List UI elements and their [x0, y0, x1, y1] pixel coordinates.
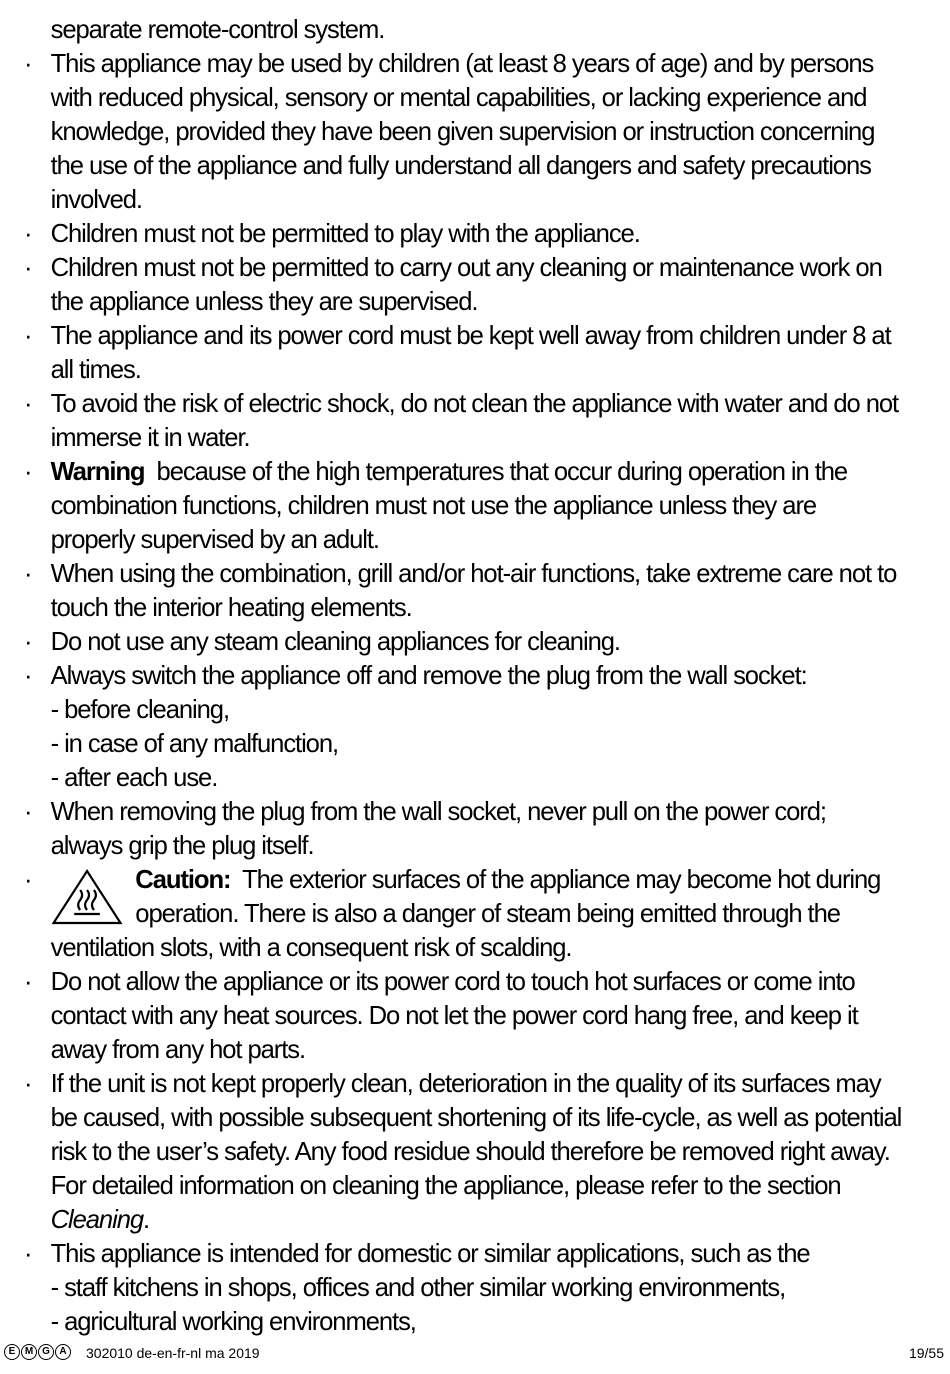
warning-line: properly supervised by an adult.	[50, 524, 379, 554]
bullet-dot: ·	[24, 1238, 32, 1268]
cleaning-line: If the unit is not kept properly clean, deterioration in the quality of its surfaces may	[50, 1068, 881, 1098]
domestic-item	[24, 1236, 928, 1338]
item-text: contact with any heat sources. Do not let the power cord hang free, and keep it	[50, 1000, 858, 1030]
logo-letter: E	[4, 1344, 20, 1360]
cleaning-item	[24, 1066, 928, 1236]
bullet-dot: ·	[24, 388, 32, 418]
caution-text: The exterior surfaces of the appliance may become hot during	[230, 864, 881, 894]
item-text: knowledge, provided they have been given supervision or instruction concerning	[50, 116, 875, 146]
bullet-dot: ·	[24, 456, 32, 486]
caution-line: operation. There is also a danger of steam being emitted through the	[135, 898, 840, 928]
cleaning-line: For detailed information on cleaning the appliance, please refer to the section	[50, 1170, 841, 1200]
item-text: with reduced physical, sensory or mental capabilities, or lacking experience and	[50, 82, 867, 112]
caution-line: ventilation slots, with a consequent risk of scalding.	[50, 932, 572, 962]
bullet-dot: ·	[24, 48, 32, 78]
page-number: 19/55	[908, 1345, 944, 1361]
item-text: Do not use any steam cleaning appliances for cleaning.	[50, 626, 620, 656]
list-item	[24, 964, 928, 1066]
item-text: the use of the appliance and fully understand all dangers and safety precautions	[50, 150, 871, 180]
item-text: Children must not be permitted to play with the appliance.	[50, 218, 640, 248]
item-text: Do not allow the appliance or its power cord to touch hot surfaces or come into	[50, 966, 855, 996]
bullet-list-2	[24, 556, 928, 862]
logo-letter: M	[21, 1344, 37, 1360]
warning-item	[24, 454, 928, 556]
cleaning-line: risk to the user’s safety. Any food residue should therefore be removed right away.	[50, 1136, 890, 1166]
bullet-dot: ·	[24, 796, 32, 826]
item-text: - in case of any malfunction,	[50, 728, 339, 758]
period: .	[143, 1204, 150, 1234]
bullet-list-1	[24, 46, 928, 454]
list-item	[24, 386, 928, 454]
logo-letter: G	[38, 1344, 54, 1360]
bullet-dot: ·	[24, 218, 32, 248]
item-text: away from any hot parts.	[50, 1034, 306, 1064]
item-text: When removing the plug from the wall socket, never pull on the power cord;	[50, 796, 826, 826]
item-text: To avoid the risk of electric shock, do not clean the appliance with water and do not	[50, 388, 899, 418]
bullet-dot: ·	[24, 1068, 32, 1098]
list-item	[24, 624, 928, 658]
domestic-line: - agricultural working environments,	[50, 1306, 416, 1336]
cleaning-section-ref: Cleaning	[50, 1204, 144, 1234]
item-text: Children must not be permitted to carry out any cleaning or maintenance work on	[50, 252, 882, 282]
bullet-dot: ·	[24, 864, 32, 894]
item-text: The appliance and its power cord must be kept well away from children under 8 at	[50, 320, 891, 350]
bullet-list-3	[24, 964, 928, 1066]
item-text: immerse it in water.	[50, 422, 250, 452]
item-text: the appliance unless they are supervised.	[50, 286, 478, 316]
item-text: Always switch the appliance off and remove the plug from the wall socket:	[50, 660, 807, 690]
page-footer	[0, 1342, 950, 1366]
safety-instructions	[24, 12, 928, 1338]
intro-line: separate remote-control system.	[50, 14, 385, 44]
bullet-dot: ·	[24, 626, 32, 656]
warning-text: because of the high temperatures that occur during operation in the	[144, 456, 848, 486]
item-text: always grip the plug itself.	[50, 830, 314, 860]
cleaning-line: be caused, with possible subsequent shortening of its life-cycle, as well as potential	[50, 1102, 902, 1132]
list-item	[24, 216, 928, 250]
caution-item	[24, 862, 928, 964]
list-item	[24, 250, 928, 318]
item-text: involved.	[50, 184, 142, 214]
emga-logo	[4, 1344, 72, 1362]
list-item	[24, 46, 928, 216]
caution-label: Caution:	[135, 864, 231, 894]
item-text: all times.	[50, 354, 141, 384]
list-item	[24, 794, 928, 862]
item-text: touch the interior heating elements.	[50, 592, 412, 622]
item-text: - after each use.	[50, 762, 218, 792]
domestic-line: This appliance is intended for domestic or similar applications, such as the	[50, 1238, 810, 1268]
document-code: 302010 de-en-fr-nl ma 2019	[86, 1345, 260, 1361]
bullet-dot: ·	[24, 252, 32, 282]
item-text: This appliance may be used by children (at least 8 years of age) and by persons	[50, 48, 874, 78]
domestic-line: - staff kitchens in shops, offices and other similar working environments,	[50, 1272, 786, 1302]
warning-line: combination functions, children must not use the appliance unless they are	[50, 490, 817, 520]
warning-label: Warning	[50, 456, 145, 486]
item-text: When using the combination, grill and/or hot-air functions, take extreme care not to	[50, 558, 897, 588]
list-item	[24, 556, 928, 624]
bullet-dot: ·	[24, 320, 32, 350]
list-item	[24, 658, 928, 794]
bullet-dot: ·	[24, 558, 32, 588]
hot-surface-warning-icon	[51, 868, 124, 926]
bullet-dot: ·	[24, 660, 32, 690]
logo-letter: A	[55, 1344, 71, 1360]
item-text: - before cleaning,	[50, 694, 229, 724]
list-item	[24, 318, 928, 386]
bullet-dot: ·	[24, 966, 32, 996]
